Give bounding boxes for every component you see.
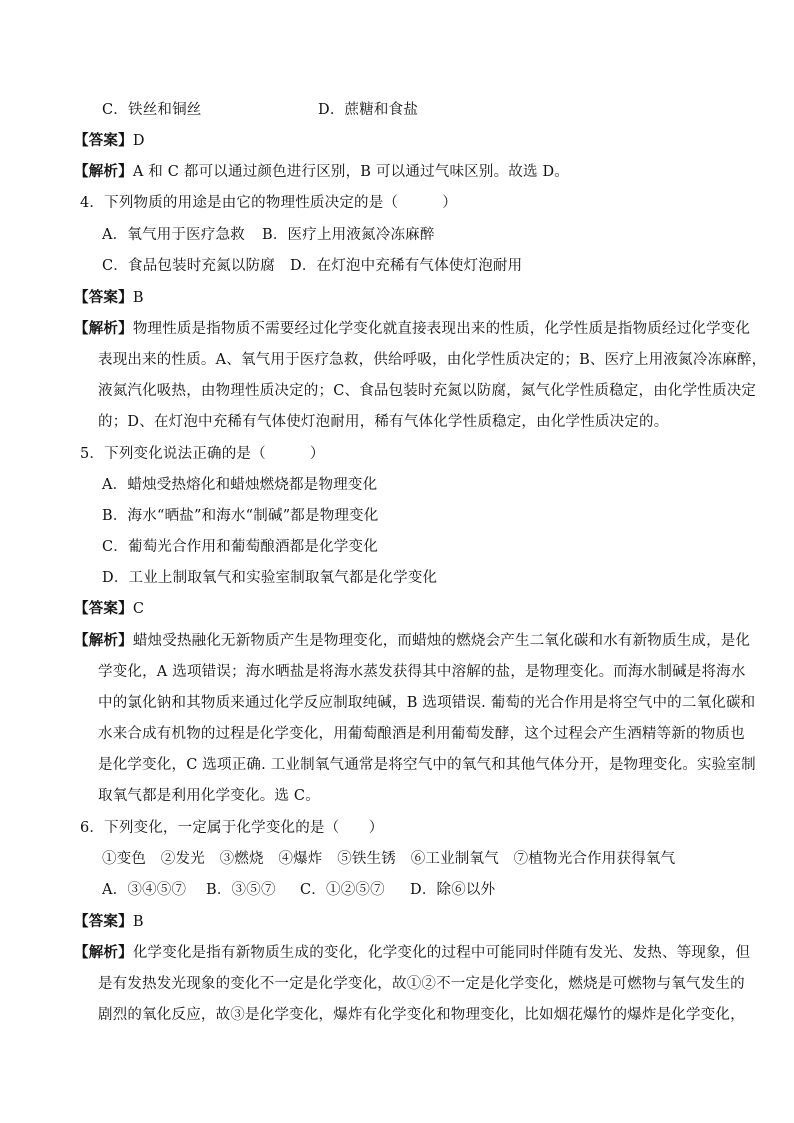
analysis-text: 蜡烛受热融化无新物质产生是物理变化，而蜡烛的燃烧会产生二氧化碳和水有新物质生成，是化 <box>132 633 751 649</box>
answer-tag: 【答案】 <box>74 913 133 930</box>
q3-analysis <box>74 162 569 182</box>
q4-analysis-line-2: 表现出来的性质。A、氧气用于医疗急救，供给呼吸，由化学性质决定的；B、医疗上用液氮冷冻麻醉， <box>98 352 767 368</box>
analysis-tag: 【解析】 <box>74 632 133 649</box>
analysis-tag: 【解析】 <box>74 163 133 180</box>
q4-analysis-line-3: 液氮汽化吸热，由物理性质决定的；C、食品包装时充氮以防腐，氮气化学性质稳定，由化学性质决定 <box>98 383 757 399</box>
q5-analysis-line-1 <box>74 631 750 651</box>
analysis-text: 化学变化是指有新物质生成的变化，化学变化的过程中可能同时伴随有发光、发热、等现象，但 <box>132 945 751 961</box>
answer-value: B <box>132 914 144 930</box>
answer-value: B <box>132 290 144 306</box>
q4-option-b: B．医疗上用液氮冷冻麻醉 <box>262 227 435 243</box>
q3-option-d: D．蔗糖和食盐 <box>318 102 419 118</box>
answer-value: D <box>132 133 145 149</box>
q5-analysis-line-4: 水来合成有机物的过程是化学变化，用葡萄酿酒是利用葡萄发酵，这个过程会产生酒精等新的物质也 <box>98 726 745 742</box>
q6-option-a: A．③④⑤⑦ <box>102 882 187 898</box>
analysis-text: A 和 C 都可以通过颜色进行区别，B 可以通过气味区别。故选 D。 <box>132 164 570 180</box>
q4-option-d: D．在灯泡中充稀有气体使灯泡耐用 <box>290 258 523 274</box>
analysis-tag: 【解析】 <box>74 320 133 337</box>
q5-option-c: C．葡萄光合作用和葡萄酿酒都是化学变化 <box>102 539 378 555</box>
q5-answer <box>74 599 144 619</box>
q6-analysis-line-3: 剧烈的氧化反应，故③是化学变化，爆炸有化学变化和物理变化，比如烟花爆竹的爆炸是化学变化， <box>98 1007 745 1023</box>
analysis-tag: 【解析】 <box>74 944 133 961</box>
answer-tag: 【答案】 <box>74 132 133 149</box>
q5-option-a: A．蜡烛受热熔化和蜡烛燃烧都是物理变化 <box>102 477 378 493</box>
q5-option-b: B．海水“晒盐”和海水“制碱”都是物理变化 <box>102 508 379 524</box>
q4-option-c: C．食品包装时充氮以防腐 <box>102 258 275 274</box>
answer-tag: 【答案】 <box>74 600 133 617</box>
answer-tag: 【答案】 <box>74 289 133 306</box>
q4-analysis-line-4: 的；D、在灯泡中充稀有气体使灯泡耐用，稀有气体化学性质稳定，由化学性质决定的。 <box>98 414 669 430</box>
q6-analysis-line-2: 是有发热发光现象的变化不一定是化学变化，故①②不一定是化学变化，燃烧是可燃物与氧气发生的 <box>98 976 745 992</box>
analysis-text: 物理性质是指物质不需要经过化学变化就直接表现出来的性质，化学性质是指物质经过化学变化 <box>132 321 751 337</box>
q3-option-c: C．铁丝和铜丝 <box>102 102 202 118</box>
q4-option-a: A．氧气用于医疗急救 <box>102 227 245 243</box>
q4-stem: 4．下列物质的用途是由它的物理性质决定的是（ ） <box>80 195 457 211</box>
q4-answer <box>74 288 144 308</box>
q6-stem: 6．下列变化，一定属于化学变化的是（ ） <box>80 820 384 836</box>
q6-items: ①变色 ②发光 ③燃烧 ④爆炸 ⑤铁生锈 ⑥工业制氧气 ⑦植物光合作用获得氧气 <box>102 851 676 867</box>
q5-stem: 5．下列变化说法正确的是（ ） <box>80 446 325 462</box>
q6-option-b: B．③⑤⑦ <box>206 882 276 898</box>
q5-analysis-line-3: 中的氯化钠和其物质来通过化学反应制取纯碱，B 选项错误. 葡萄的光合作用是将空气中的二氧化碳和 <box>98 695 756 711</box>
q6-option-d: D．除⑥以外 <box>410 882 496 898</box>
q5-analysis-line-6: 取氧气都是利用化学变化。选 C。 <box>98 788 320 804</box>
q5-option-d: D．工业上制取氧气和实验室制取氧气都是化学变化 <box>102 570 438 586</box>
q5-analysis-line-2: 学变化，A 选项错误；海水晒盐是将海水蒸发获得其中溶解的盐，是物理变化。而海水制碱是将海水 <box>98 664 746 680</box>
q6-option-c: C．①②⑤⑦ <box>300 882 385 898</box>
q6-analysis-line-1 <box>74 943 750 963</box>
q4-analysis-line-1 <box>74 319 750 339</box>
q5-analysis-line-5: 是化学变化，C 选项正确. 工业制氧气通常是将空气中的氧气和其他气体分开，是物理变化。实验室制 <box>98 757 756 773</box>
q6-answer <box>74 912 144 932</box>
q3-answer <box>74 131 145 151</box>
answer-value: C <box>132 601 145 617</box>
